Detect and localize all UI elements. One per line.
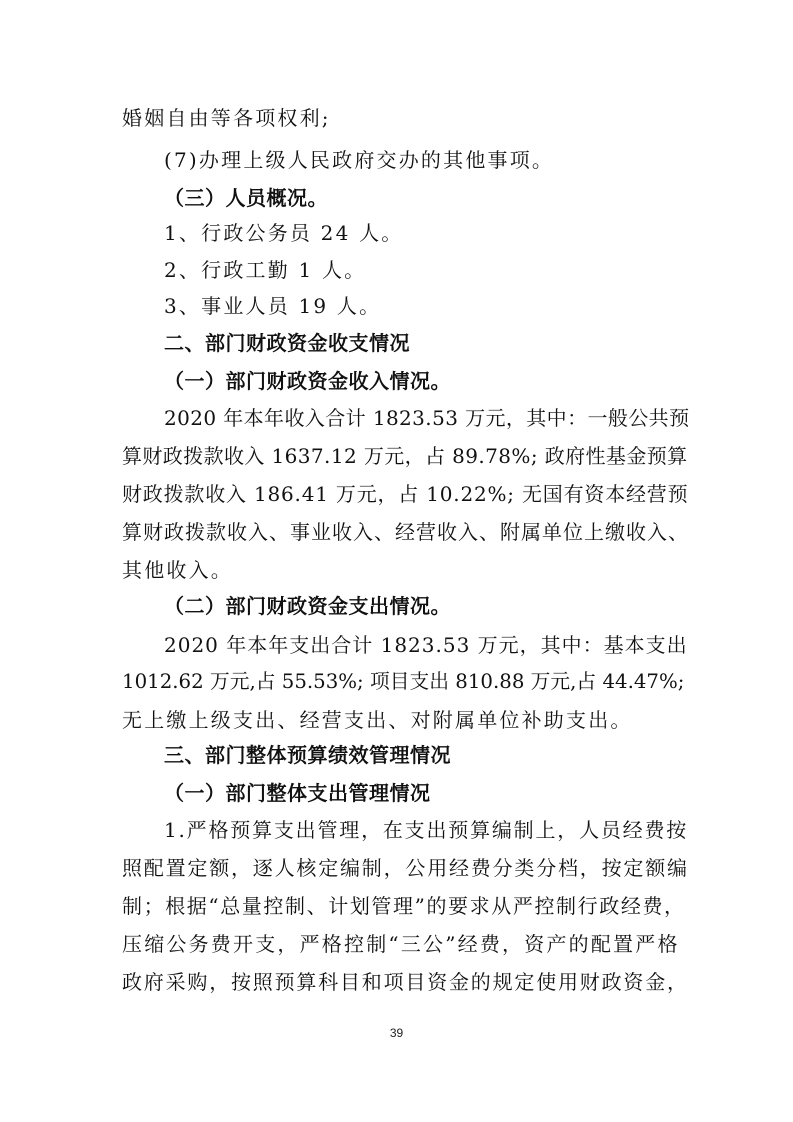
list-item: 3、事业人员 19 人。 — [164, 294, 382, 318]
section-heading: 三、部门整体预算绩效管理情况 — [164, 743, 451, 767]
paragraph-line: 其他收入。 — [122, 558, 233, 582]
paragraph-line: 1.严格预算支出管理，在支出预算编制上，人员经费按 — [164, 818, 689, 842]
paragraph-line: 1012.62 万元,占 55.53%; 项目支出 810.88 万元,占 44.47%; — [122, 670, 685, 693]
paragraph-line: 制；根据“总量控制、计划管理”的要求从严控制行政经费， — [122, 894, 686, 918]
list-item: 1、行政公务员 24 人。 — [164, 221, 404, 245]
paragraph-line: 算财政拨款收入 1637.12 万元，占 89.78%; 政府性基金预算 — [122, 444, 688, 468]
paragraph-line: 照配置定额，逐人核定编制，公用经费分类分档，按定额编 — [122, 856, 689, 880]
paragraph-line: 无上缴上级支出、经营支出、对附属单位补助支出。 — [122, 708, 633, 732]
subsection-heading: （二）部门财政资金支出情况。 — [164, 594, 451, 618]
section-heading: 二、部门财政资金收支情况 — [164, 331, 410, 355]
paragraph-line: 2020 年本年收入合计 1823.53 万元，其中：一般公共预 — [164, 406, 690, 430]
list-item: (7)办理上级人民政府交办的其他事项。 — [164, 148, 555, 172]
subsection-heading: （一）部门财政资金收入情况。 — [164, 369, 451, 393]
paragraph-line: 算财政拨款收入、事业收入、经营收入、附属单位上缴收入、 — [122, 520, 689, 544]
list-item: 2、行政工勤 1 人。 — [164, 258, 367, 282]
page-number: 39 — [389, 1026, 404, 1040]
subsection-heading: （三）人员概况。 — [164, 186, 328, 210]
paragraph-line: 财政拨款收入 186.41 万元，占 10.22%; 无国有资本经营预 — [122, 482, 689, 506]
paragraph-line: 2020 年本年支出合计 1823.53 万元，其中：基本支出 — [164, 633, 688, 657]
subsection-heading: （一）部门整体支出管理情况 — [164, 781, 431, 805]
paragraph-line: 政府采购，按照预算科目和项目资金的规定使用财政资金， — [122, 970, 689, 994]
paragraph-line: 压缩公务费开支，严格控制“三公”经费，资产的配置严格 — [122, 932, 680, 956]
paragraph-line: 婚姻自由等各项权利; — [122, 106, 331, 130]
